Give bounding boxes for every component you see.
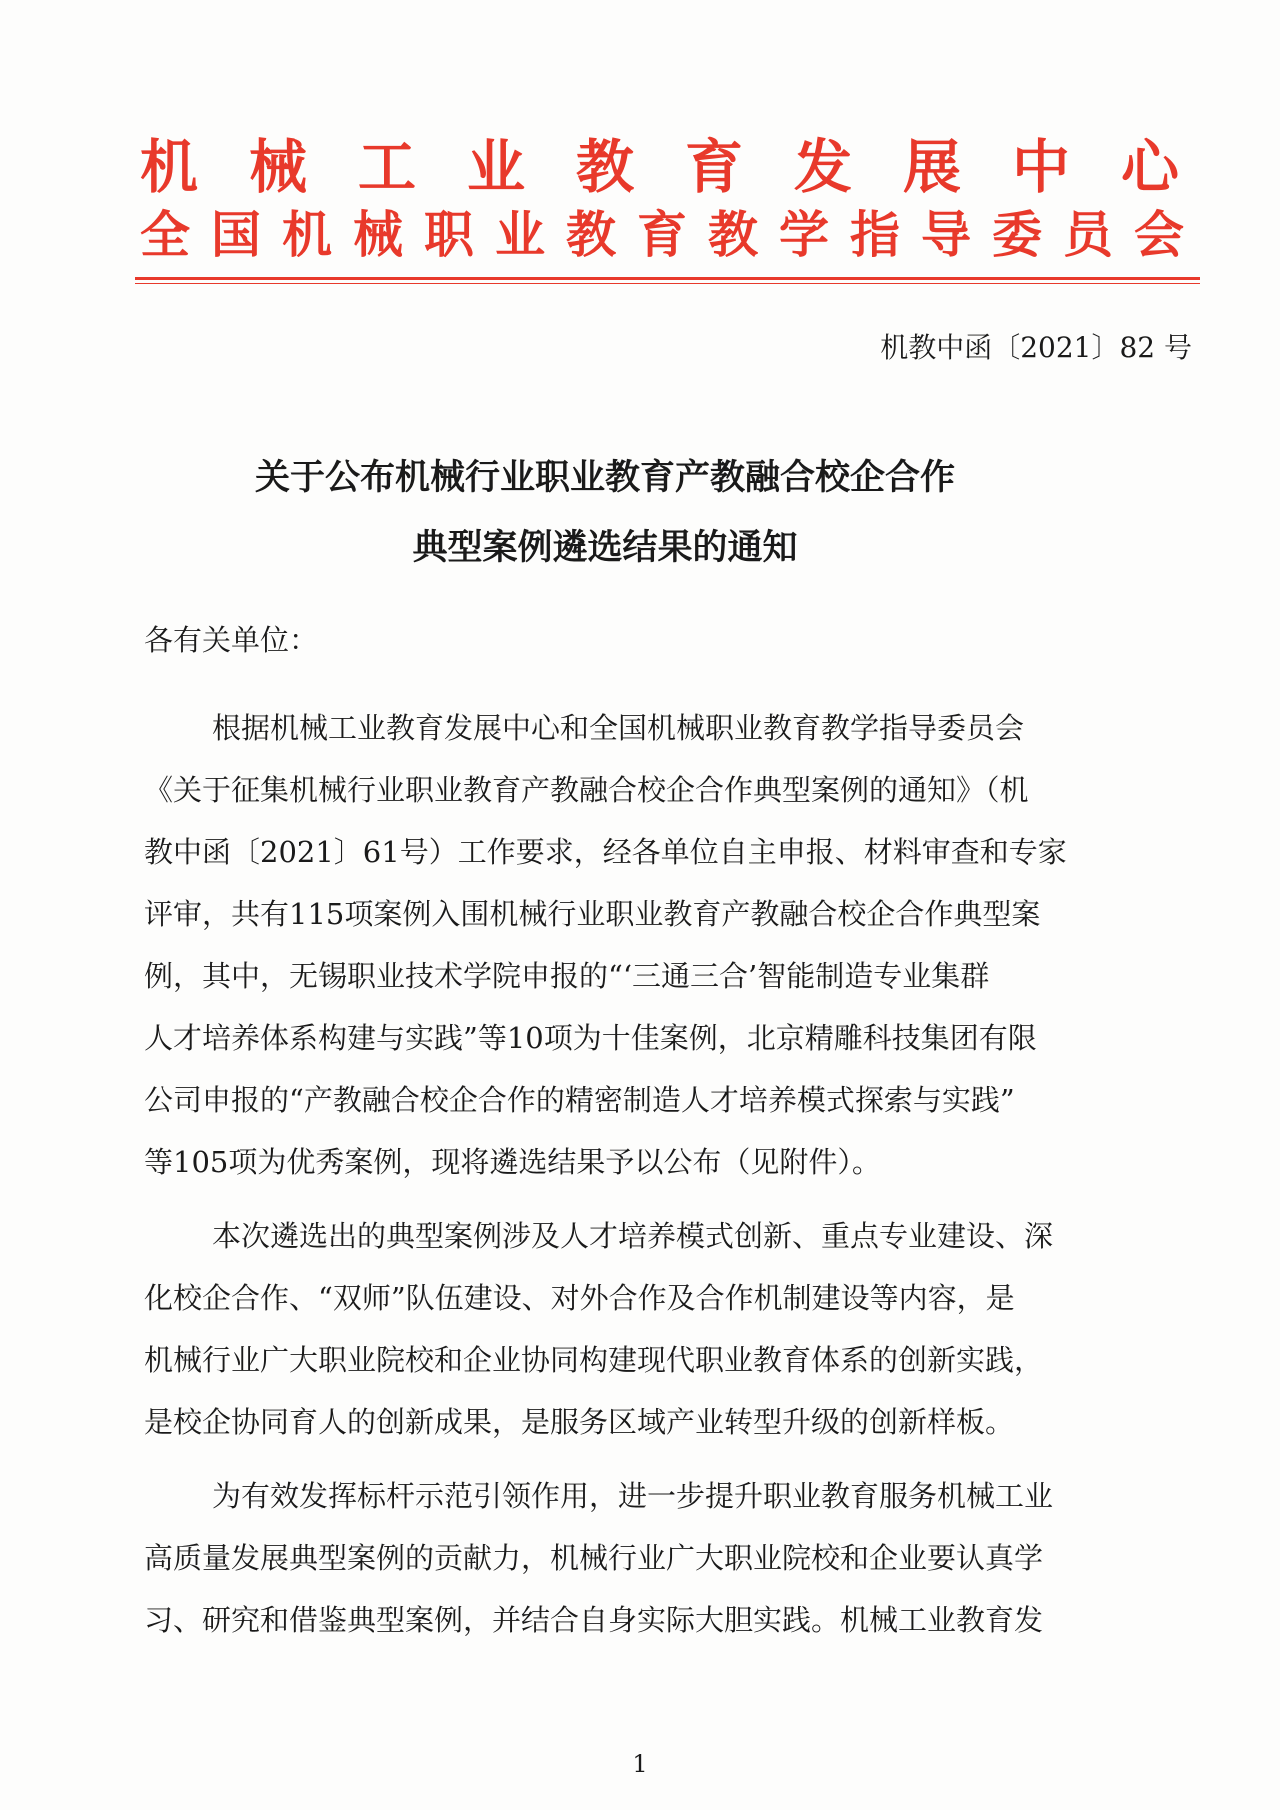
- letterhead-red-rule-thin: [135, 283, 1200, 284]
- body-line: 为有效发挥标杆示范引领作用，进一步提升职业教育服务机械工业: [212, 1479, 1054, 1513]
- body-line: 公司申报的“产教融合校企合作的精密制造人才培养模式探索与实践”: [144, 1083, 1015, 1117]
- body-line: 教中函〔2021〕61号）工作要求，经各单位自主申报、材料审查和专家: [144, 835, 1067, 869]
- body-line: 高质量发展典型案例的贡献力，机械行业广大职业院校和企业要认真学: [144, 1541, 1044, 1575]
- body-line: 《关于征集机械行业职业教育产教融合校企合作典型案例的通知》（机: [144, 773, 1029, 807]
- body-line: 评审，共有115项案例入围机械行业职业教育产教融合校企合作典型案: [144, 897, 1041, 931]
- body-line: 等105项为优秀案例，现将遴选结果予以公布（见附件）。: [144, 1145, 881, 1179]
- letterhead-org-name-2: 全国机械职业教育教学指导委员会: [140, 206, 1205, 264]
- body-line: 习、研究和借鉴典型案例，并结合自身实际大胆实践。机械工业教育发: [144, 1603, 1044, 1637]
- page-number: 1: [632, 1750, 648, 1778]
- body-line: 本次遴选出的典型案例涉及人才培养模式创新、重点专业建设、深: [212, 1219, 1054, 1253]
- body-line: 根据机械工业教育发展中心和全国机械职业教育教学指导委员会: [212, 711, 1025, 745]
- body-line: 是校企协同育人的创新成果，是服务区域产业转型升级的创新样板。: [144, 1405, 1015, 1439]
- letterhead-org-name-1: 机械工业教育发展中心: [140, 133, 1231, 201]
- body-line: 机械行业广大职业院校和企业协同构建现代职业教育体系的创新实践，: [144, 1343, 1044, 1377]
- body-line: 例，其中，无锡职业技术学院申报的“‘三通三合’智能制造专业集群: [144, 959, 990, 993]
- body-line: 人才培养体系构建与实践”等10项为十佳案例，北京精雕科技集团有限: [144, 1021, 1037, 1055]
- letterhead-red-rule: [135, 277, 1200, 280]
- salutation: 各有关单位：: [144, 623, 319, 657]
- document-title-line-2: 典型案例遴选结果的通知: [412, 528, 798, 568]
- document-number: 机教中函〔2021〕82 号: [880, 331, 1192, 364]
- document-title-line-1: 关于公布机械行业职业教育产教融合校企合作: [254, 458, 955, 498]
- body-line: 化校企合作、“双师”队伍建设、对外合作及合作机制建设等内容，是: [144, 1281, 1015, 1315]
